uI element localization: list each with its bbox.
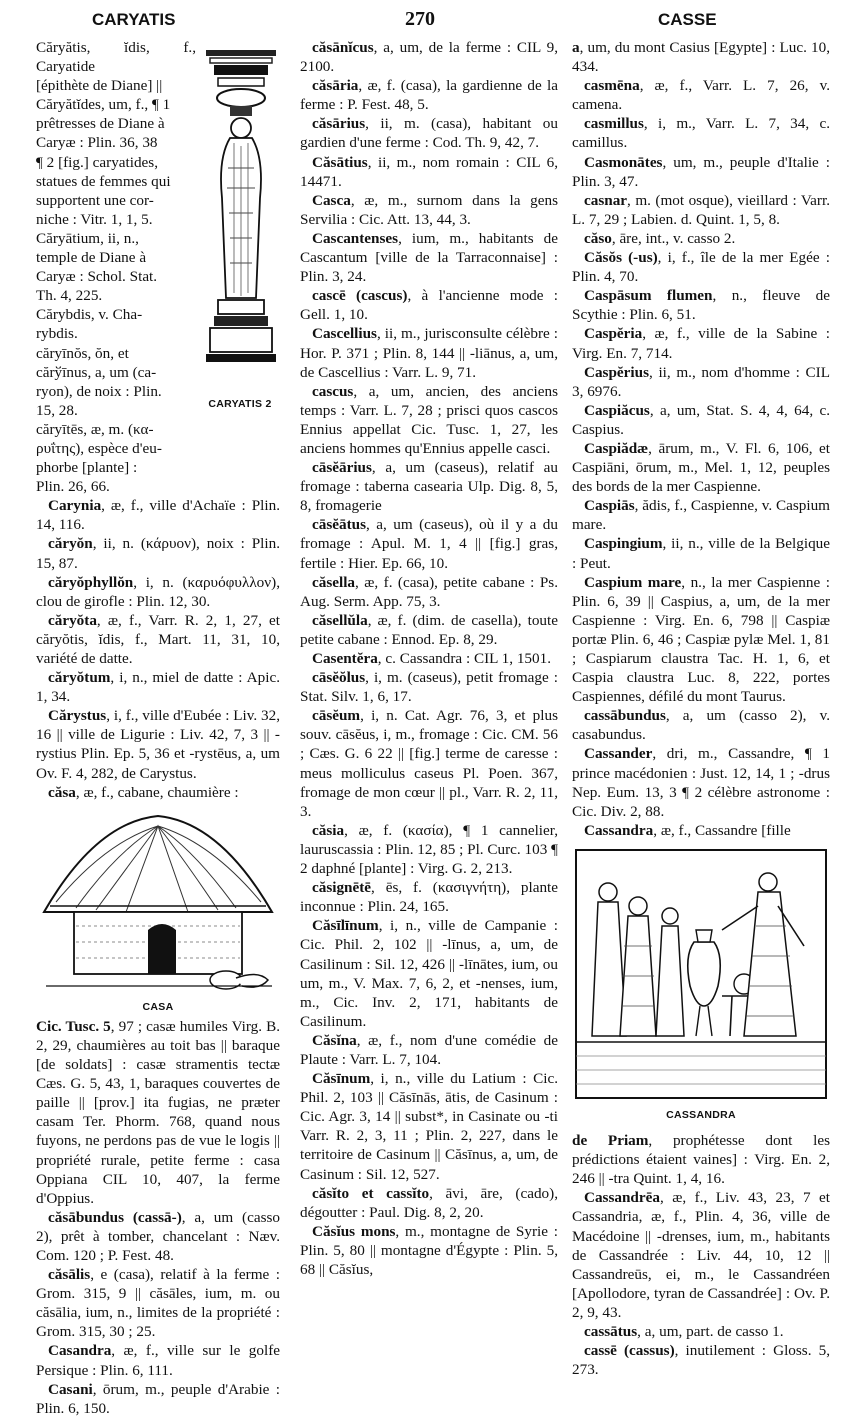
- dictionary-entry: casmillus, i, m., Varr. L. 7, 34, c. camillus.: [572, 115, 830, 152]
- dictionary-entry: Casentĕra, c. Cassandra : CIL 1, 1501.: [312, 650, 552, 667]
- entry-line: supportent une cor-: [36, 191, 154, 209]
- dictionary-entry: Casmonātes, um, m., peuple d'Italie : Plin. 3, 47.: [572, 153, 830, 190]
- dictionary-entry: Casca, æ, m., surnom dans la gens Servilia : Cic. Att. 13, 44, 3.: [300, 191, 558, 228]
- dictionary-entry: Cic. Tusc. 5, 97 ; casæ humiles Virg. B. 2, 29, chaumières au toit bas || baraque [de soldats] : casæ stramentis tectæ Cæs. G. 5, 43, 1, baraques couvertes de paille || [prov.] ita fugias, ne præter casam Ter. Phorm. 768, quand nous fuyons, ne perdons pas de vue le logis || propriété rurale, petite ferme : casa Oppiana CIL 10, 407, la ferme d'Oppius.: [36, 1017, 280, 1207]
- dictionary-entry: cassē (cassus), inutilement : Gloss. 5, 273.: [572, 1342, 830, 1379]
- dictionary-entry: Cassander, dri, m., Cassandre, ¶ 1 prince macédonien : Just. 12, 14, 1 ; -drus Nep. Eum. 13, 3 ¶ 2 célèbre astronome : Cic. Div. 2, 88.: [572, 745, 830, 820]
- column-1: [36, 38, 280, 1418]
- dictionary-entry: Cascellius, ii, m., jurisconsulte célèbre : Hor. P. 371 ; Plin. 8, 144 || -liānus, a, um, de Cascellius : Varr. L. 9, 71.: [300, 325, 558, 381]
- page-header: [0, 6, 850, 34]
- dictionary-entry: de Priam, prophétesse dont les prédictions étaient vaines] : Virg. En. 2, 246 || -tra Quint. 1, 4, 16.: [572, 1132, 831, 1188]
- dictionary-entry: căso, āre, int., v. casso 2.: [584, 229, 736, 247]
- dictionary-entry: casmēna, æ, f., Varr. L. 7, 26, v. camena.: [572, 77, 830, 114]
- dictionary-entry: Cărystus, i, f., ville d'Eubée : Liv. 32, 16 || ville de Ligurie : Liv. 42, 7, 3 || -rystius Plin. Ep. 5, 36 et -rystēus, a, um Ov. F. 4, 282, de Carystus.: [36, 707, 280, 782]
- entry-line: [épithète de Diane] ||: [36, 77, 163, 95]
- dictionary-entry: Căsŏs (-us), i, f., île de la mer Egée : Plin. 4, 70.: [572, 249, 831, 286]
- dictionary-entry: Casani, ōrum, m., peuple d'Arabie : Plin. 6, 150.: [36, 1380, 280, 1417]
- dictionary-entry: căryŏphyllŏn, i, n. (καρυόφυλλον), clou de girofle : Plin. 12, 30.: [36, 573, 280, 610]
- entry-line: ρυΐτης), espèce d'eu-: [36, 439, 162, 457]
- entry-line: Plin. 26, 66.: [36, 478, 110, 496]
- entry-line: Căryătĭdes, um, f., ¶ 1: [36, 96, 171, 114]
- dictionary-entry: cassābundus, a, um (casso 2), v. casabundus.: [572, 707, 830, 744]
- entry-line: statues de femmes qui: [36, 172, 171, 190]
- dictionary-entry: Caspiăcus, a, um, Stat. S. 4, 4, 64, c. Caspius.: [572, 401, 830, 438]
- dictionary-entry: Cassandra, æ, f., Cassandre [fille: [584, 821, 791, 839]
- dictionary-entry: Cassandrēa, æ, f., Liv. 43, 23, 7 et Cassandria, æ, f., Plin. 4, 36, ville de Macédoine || -drenses, ium, m., habitants de Cassandrée : Liv. 44, 10, 12 || Cassandreūs, ei, m., le Cassandréen [Apollodore, tyran de Cassandrée] : Ov. P. 2, 9, 43.: [572, 1189, 830, 1321]
- caryatis-caption: CARYATIS 2: [208, 398, 272, 411]
- dictionary-entry: căsārius, ii, m. (casa), habitant ou gardien d'une ferme : Cod. Th. 9, 42, 7.: [300, 115, 558, 152]
- column-2: [300, 38, 558, 1279]
- entry-line: prêtresses de Diane à: [36, 115, 165, 133]
- dictionary-entry: cascē (cascus), à l'ancienne mode : Gell. 1, 10.: [300, 287, 559, 324]
- page-number: 270: [405, 8, 435, 30]
- dictionary-entry: căsella, æ, f. (casa), petite cabane : Ps. Aug. Serm. App. 75, 3.: [300, 573, 558, 610]
- entry-line: rybdis.: [36, 325, 78, 343]
- dictionary-entry: casnar, m. (mot osque), vieillard : Varr. L. 7, 29 ; Labien. d. Quint. 1, 5, 8.: [572, 191, 830, 228]
- dictionary-entry: Căsīnum, i, n., ville du Latium : Cic. Phil. 2, 103 || Căsīnās, ātis, de Casinum : Cic. Agr. 3, 14 || subst*, in Casinate ou -ti Varr. R. 2, 3, 11 ; Plin. 2, 227, dans le territoire de Casinum || Căsīnus, a, um, de Casinum : Sil. 12, 527.: [300, 1070, 558, 1183]
- dictionary-entry: cāsĕātus, a, um (caseus), où il y a du fromage : Apul. M. 1, 4 || [fig.] gras, fertile : Hier. Ep. 66, 10.: [300, 516, 558, 572]
- entry-line: ¶ 2 [fig.] caryatides,: [36, 153, 159, 171]
- dictionary-entry: Caspingium, ii, n., ville de la Belgique : Peut.: [572, 535, 830, 572]
- dictionary-entry: căsellŭla, æ, f. (dim. de casella), toute petite cabane : Ennod. Ep. 8, 29.: [300, 611, 558, 648]
- entry-line: temple de Diane à: [36, 249, 147, 267]
- cassandra-illustration: [572, 846, 830, 1106]
- dictionary-entry: Caspĕria, æ, f., ville de la Sabine : Virg. En. 7, 714.: [572, 325, 830, 362]
- dictionary-entry: Caspium mare, n., la mer Caspienne : Plin. 6, 39 || Caspius, a, um, de la mer Caspienne : Virg. En. 6, 798 || Caspiæ portæ Plin. 6, 46 ; Caspiæ pylæ Mel. 1, 81 ; Caspiarum claustra Tac. H. 1, 6, et Caspia claustra Luc. 8, 222, portes Caspiennes, défilé du mont Taurus.: [572, 573, 830, 706]
- entry-line: căryītēs, æ, m. (κα-: [36, 420, 154, 438]
- dictionary-entry: Cascantenses, ium, m., habitants de Cascantum [ville de la Tarraconnaise] : Plin. 3, 24.: [300, 229, 558, 286]
- casa-figure: [36, 802, 280, 1017]
- dictionary-entry: Caspāsum flumen, n., fleuve de Scythie : Plin. 6, 51.: [572, 287, 830, 324]
- dictionary-entry: cāsĕum, i, n. Cat. Agr. 76, 3, et plus souv. cāsĕus, i, m., fromage : Cic. CM. 56 ; Cæs. G. 6 22 || [fig.] terme de caresse : meus molliculus caseus Pl. Poen. 367, fromage de mon cœur || pl., Varr. R. 2, 11, 3.: [300, 707, 558, 820]
- caryatid-figure: [200, 38, 280, 414]
- dictionary-entry: căsānĭcus, a, um, de la ferme : CIL 9, 2100.: [300, 39, 558, 76]
- header-left-word: CARYATIS: [92, 10, 176, 29]
- entry-line: 15, 28.: [36, 401, 78, 419]
- dictionary-entry: căryŏtum, i, n., miel de datte : Apic. 1, 34.: [36, 669, 280, 706]
- entry-line: Caryæ : Schol. Stat.: [36, 268, 158, 286]
- dictionary-entry: căsālis, e (casa), relatif à la ferme : Grom. 315, 9 || căsāles, ium, m. ou căsālia, ium, n., limites de la propriété : Grom. 315, 30 ; 25.: [36, 1266, 280, 1341]
- dictionary-entry: căsĭto et cassĭto, āvi, āre, (cado), dégoutter : Paul. Dig. 8, 2, 20.: [300, 1184, 558, 1221]
- column-3: [572, 38, 830, 1379]
- entry-line: phorbe [plante] :: [36, 459, 138, 477]
- caryatid-illustration: [200, 38, 280, 390]
- dictionary-entry: cascus, a, um, ancien, des anciens temps : Varr. L. 7, 28 ; prisci quos cascos Ennius appellat Cic. Tusc. 1, 27, les anciens hommes qu'Ennius appelle casci.: [300, 382, 558, 457]
- dictionary-entry: cāsĕŏlus, i, m. (caseus), petit fromage : Stat. Silv. 1, 6, 17.: [300, 669, 558, 706]
- entry-line: Caryæ : Plin. 36, 38: [36, 134, 158, 152]
- header-right-word: CASSE: [658, 10, 717, 29]
- dictionary-entry: căryŏta, æ, f., Varr. R. 2, 1, 27, et căryŏtis, ĭdis, f., Mart. 11, 31, 10, variété de datte.: [36, 611, 280, 667]
- dictionary-entry: căryŏn, ii, n. (κάρυον), noix : Plin. 15, 87.: [36, 535, 280, 572]
- entry-line: Căryātium, ii, n.,: [36, 229, 139, 247]
- dictionary-entry: căsāria, æ, f. (casa), la gardienne de la ferme : P. Fest. 48, 5.: [300, 77, 558, 114]
- entry-line: niche : Vitr. 1, 1, 5.: [36, 210, 153, 228]
- entry-line: Căryătis, ĭdis, f., Caryatide: [36, 39, 196, 76]
- dictionary-entry: Căsīlīnum, i, n., ville de Campanie : Cic. Phil. 2, 102 || -līnus, a, um, de Casilinum : Sil. 12, 426 || -līnātes, ium, ou um, m., V. Max. 7, 6, 2, et -nenses, ium, m., Cic. Inv. 2, 171, habitants de Casilinum.: [300, 917, 558, 1030]
- entry-line: ryon), de noix : Plin.: [36, 382, 162, 400]
- dictionary-entry: a, um, du mont Casius [Egypte] : Luc. 10, 434.: [572, 39, 830, 76]
- cassandra-figure: [572, 846, 830, 1125]
- entry-line: Cărybdis, v. Cha-: [36, 306, 143, 324]
- dictionary-entry: căsia, æ, f. (κασία), ¶ 1 cannelier, lauruscassia : Plin. 12, 85 ; Pl. Curc. 103 ¶ 2 daphné [plante] : Virg. G. 2, 213.: [300, 821, 558, 878]
- dictionary-entry: Casandra, æ, f., ville sur le golfe Persique : Plin. 6, 111.: [36, 1342, 280, 1379]
- cassandra-caption: CASSANDRA: [666, 1108, 736, 1121]
- caryatis-block: [36, 38, 280, 496]
- entry-line: Th. 4, 225.: [36, 287, 103, 305]
- dictionary-entry: căsignētē, ēs, f. (κασιγνήτη), plante inconnue : Plin. 24, 165.: [300, 879, 558, 916]
- casa-caption: CASA: [142, 1000, 174, 1013]
- dictionary-entry: Caspiās, ădis, f., Caspienne, v. Caspium mare.: [572, 497, 830, 534]
- dictionary-entry: căsa, æ, f., cabane, chaumière :: [48, 783, 239, 801]
- entry-line: căryīnŏs, ŏn, et: [36, 344, 129, 362]
- dictionary-entry: Caspiădæ, ārum, m., V. Fl. 6, 106, et Caspiāni, ōrum, m., Mel. 1, 12, peuples des bords de la mer Caspienne.: [572, 439, 830, 496]
- dictionary-entry: Caspĕrius, ii, m., nom d'homme : CIL 3, 6976.: [572, 363, 830, 400]
- dictionary-entry: cassātus, a, um, part. de casso 1.: [584, 1322, 784, 1340]
- dictionary-entry: Căsātius, ii, m., nom romain : CIL 6, 14471.: [300, 153, 558, 190]
- dictionary-entry: cāsĕārius, a, um (caseus), relatif au fromage : taberna casearia Ulp. Dig. 8, 5, 8, fromagerie: [300, 459, 558, 515]
- hut-illustration: [36, 802, 280, 998]
- dictionary-entry: Carynia, æ, f., ville d'Achaïe : Plin. 14, 116.: [36, 497, 280, 534]
- dictionary-entry: Căsĭus mons, m., montagne de Syrie : Plin. 5, 80 || montagne d'Égypte : Plin. 5, 68 || Căsĭus,: [300, 1222, 558, 1278]
- dictionary-entry: Căsĭna, æ, f., nom d'une comédie de Plaute : Varr. L. 7, 104.: [300, 1031, 558, 1068]
- dictionary-entry: căsābundus (cassā-), a, um (casso 2), prêt à tomber, chancelant : Næv. Com. 120 ; P. Fest. 48.: [36, 1208, 281, 1264]
- entry-line: cărўīnus, a, um (ca-: [36, 363, 157, 381]
